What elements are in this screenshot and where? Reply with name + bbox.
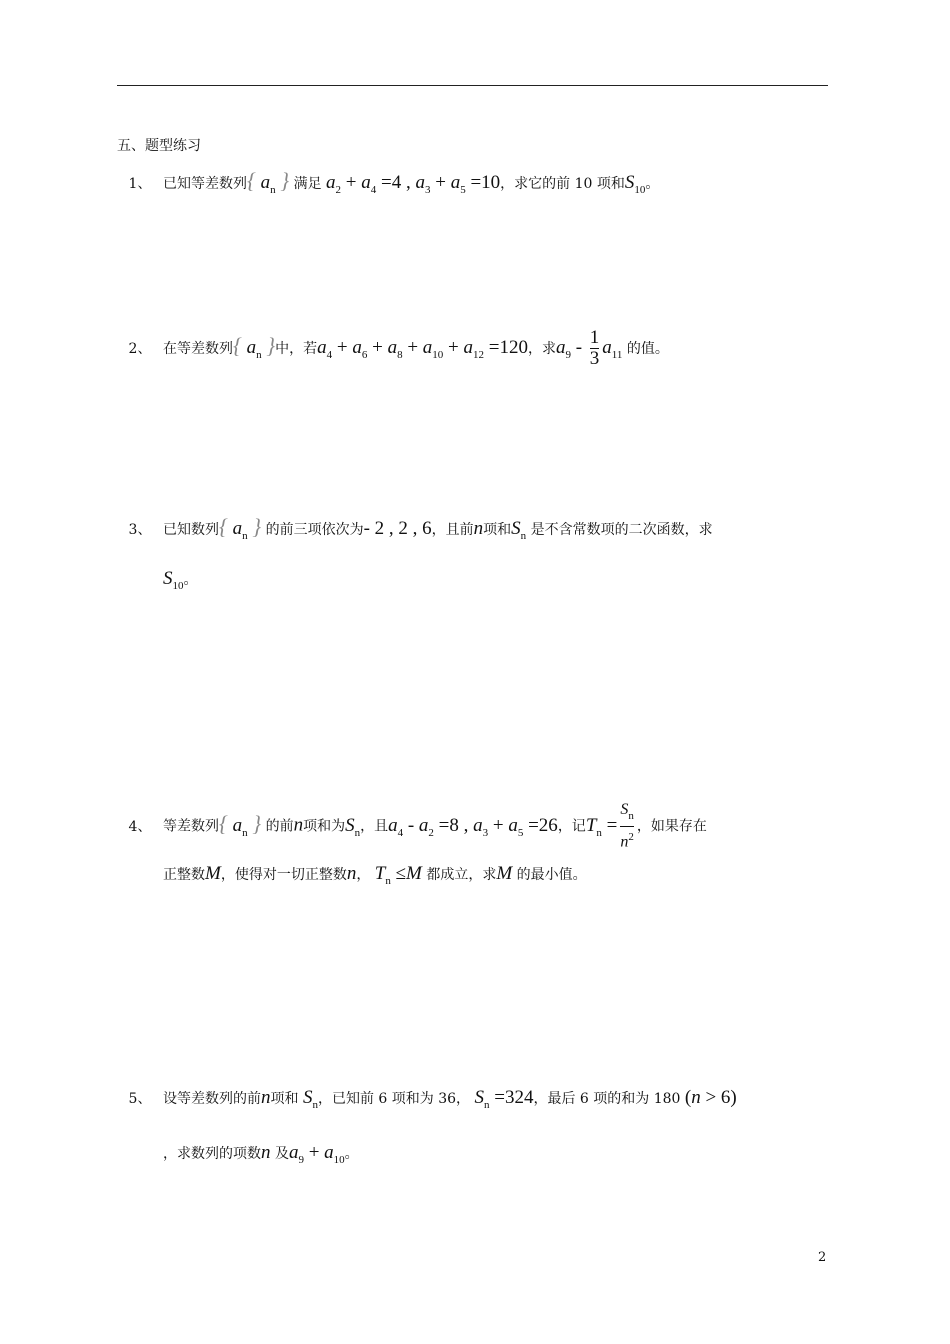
sequence-notation: { $a_n$ }: [219, 514, 262, 542]
header-rule: [117, 85, 828, 86]
sum-symbol: $S_{10}$: [163, 568, 184, 592]
question-2: 2、 在等差数列{ $a_n$ }中，若$a_4 + a_6 + a_8 + a_{10} + a_{12} =120$，求$a_9$ - $\frac{1}{3}$ $a_{11}$ 的值。: [117, 328, 832, 369]
question-3-cont: $S_{10}$。: [163, 568, 198, 592]
inequality: $T_n \le M$: [374, 863, 422, 887]
section-title: 五、题型练习: [117, 138, 201, 154]
page-number: 2: [818, 1250, 827, 1265]
question-5: 5、 设等差数列的前n项和 $S_n$，已知前 6 项和为 36， $S_n =324$，最后 6 项的和为 180 (n > 6): [117, 1087, 832, 1111]
values: - 2 , 2 , 6: [363, 518, 432, 539]
expression: $a_9$ - $\frac{1}{3}$ $a_{11}$: [555, 327, 623, 369]
equation: $a_4 + a_6 + a_8 + a_{10} + a_{12} =120$: [317, 336, 528, 361]
question-number: 4、: [128, 818, 152, 835]
expression: $a_9 + a_{10}$: [288, 1142, 345, 1166]
question-number: 3、: [128, 522, 152, 538]
question-number: 5、: [128, 1091, 152, 1107]
condition: (n > 6): [684, 1087, 737, 1108]
sum-symbol: $S_{10}$: [624, 172, 646, 196]
question-4: 4、 等差数列{ $a_n$ } 的前n项和为$S_n$，且$a_4 - a_2 =8$ , $a_3 + a_5 =26$，记$T_n$ = $\frac{S_n}{n^2}$ ，如果存在: [117, 800, 832, 852]
question-4-cont: 正整数M，使得对一切正整数n， $T_n \le M$ 都成立，求M 的最小值。: [163, 863, 587, 887]
definition: $T_n$ = $\frac{S_n}{n^2}$: [585, 801, 634, 851]
question-number: 1、: [128, 176, 152, 192]
question-5-cont: ，求数列的项数n 及$a_9 + a_{10}$。: [163, 1142, 359, 1166]
sequence-notation: { $a_n$ }: [247, 168, 290, 196]
sequence-notation: { $a_n$ }: [219, 810, 262, 839]
equation: $S_n =324$: [474, 1087, 534, 1111]
equation: $a_4 - a_2 =8$ , $a_3 + a_5 =26$: [388, 814, 558, 839]
question-number: 2、: [128, 340, 152, 357]
question-1: 1、 已知等差数列{ $a_n$ } 满足 $a_2 + a_4 =4$ , $a_3 + a_5 =10$，求它的前 10 项和$S_{10}$。: [117, 168, 832, 196]
question-3: 3、 已知数列{ $a_n$ } 的前三项依次为- 2 , 2 , 6，且前n项和$S_n$ 是不含常数项的二次函数，求: [117, 514, 832, 542]
equation: $a_2 + a_4 =4$ , $a_3 + a_5 =10$: [326, 172, 501, 196]
sequence-notation: { $a_n$ }: [233, 332, 276, 361]
